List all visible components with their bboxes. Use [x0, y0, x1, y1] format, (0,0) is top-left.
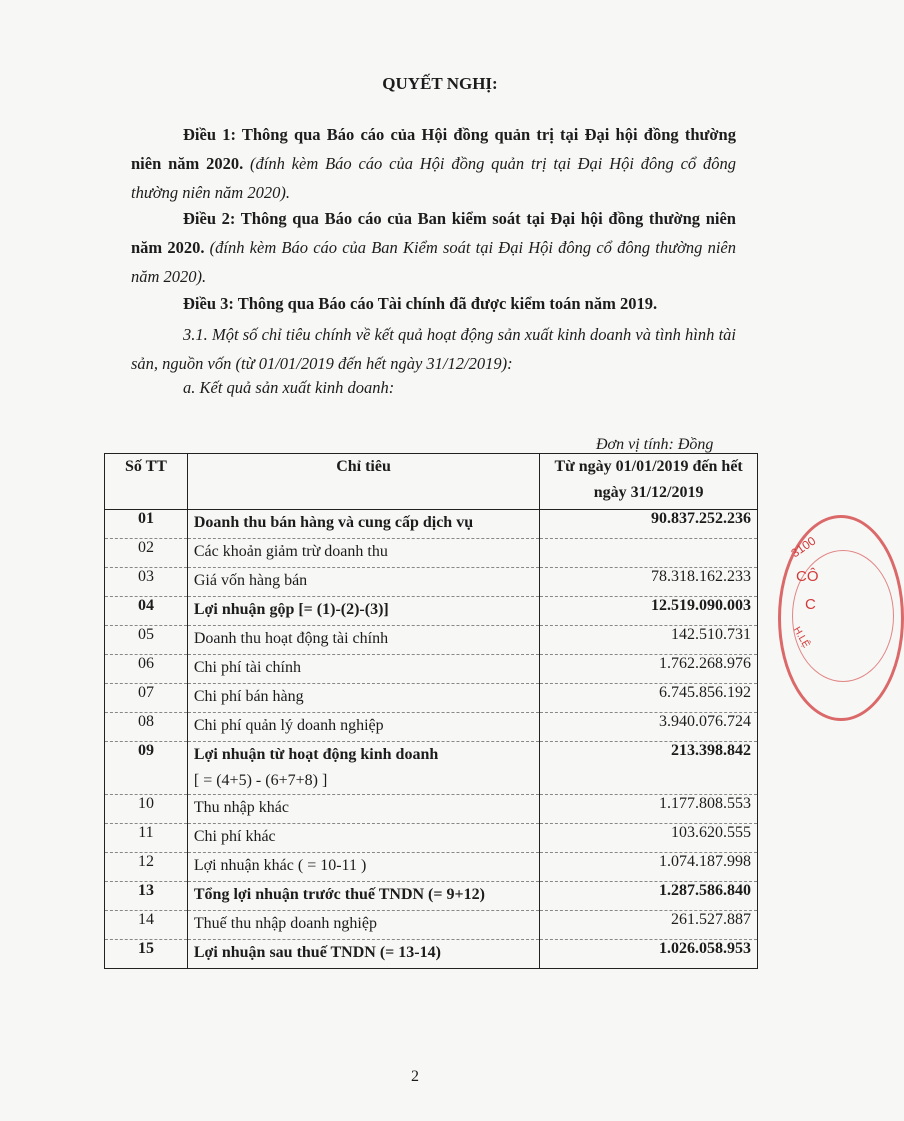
row-item-label: Chi phí quản lý doanh nghiệp: [193, 717, 384, 734]
row-number: 04: [105, 597, 188, 626]
article-3-title: Điều 3: Thông qua Báo cáo Tài chính đã được kiểm toán năm 2019.: [183, 294, 658, 313]
section-a-text: a. Kết quả sản xuất kinh doanh:: [183, 378, 395, 397]
row-item-label: Các khoản giảm trừ doanh thu: [193, 543, 388, 560]
seal-letters: CÔ: [796, 568, 819, 585]
table-row: [105, 684, 758, 713]
row-value: 142.510.731: [540, 626, 758, 655]
row-item-label: Lợi nhuận từ hoạt động kinh doanh: [193, 746, 439, 763]
row-number: 08: [105, 713, 188, 742]
row-number: 02: [105, 539, 188, 568]
seal-side-text: H.LỆ: [790, 625, 812, 650]
row-value: 213.398.842: [540, 742, 758, 795]
row-item-label: Chi phí khác: [193, 828, 276, 845]
table-row: [105, 824, 758, 853]
row-number: 03: [105, 568, 188, 597]
article-2-note: (đính kèm Báo cáo của Ban Kiểm soát tại Đại Hội đông cổ đông thường niên năm 2020).: [131, 238, 736, 286]
row-item-label: Doanh thu bán hàng và cung cấp dịch vụ: [193, 514, 474, 531]
table-header-row: [105, 454, 758, 510]
row-value: 1.177.808.553: [540, 795, 758, 824]
row-item-label: Thu nhập khác: [193, 799, 289, 816]
row-item: [187, 911, 539, 940]
table-row: [105, 742, 758, 795]
row-item: [187, 853, 539, 882]
row-value: 1.074.187.998: [540, 853, 758, 882]
row-value: 1.762.268.976: [540, 655, 758, 684]
table-row: [105, 539, 758, 568]
resolution-heading: QUYẾT NGHỊ:: [382, 74, 498, 93]
row-number: 13: [105, 882, 188, 911]
table-row: [105, 597, 758, 626]
row-number: 05: [105, 626, 188, 655]
row-value: 1.287.586.840: [540, 882, 758, 911]
row-number: 01: [105, 510, 188, 539]
table-row: [105, 853, 758, 882]
article-1: [131, 120, 736, 207]
row-item: [187, 795, 539, 824]
page-number: 2: [411, 1068, 419, 1085]
seal-letter-c: C: [805, 596, 816, 613]
row-value: 3.940.076.724: [540, 713, 758, 742]
row-number: 12: [105, 853, 188, 882]
table-row: [105, 940, 758, 969]
row-item: [187, 824, 539, 853]
row-item: [187, 882, 539, 911]
row-number: 06: [105, 655, 188, 684]
row-number: 09: [105, 742, 188, 795]
row-number: 07: [105, 684, 188, 713]
row-value: 1.026.058.953: [540, 940, 758, 969]
row-item: [187, 655, 539, 684]
table-row: [105, 911, 758, 940]
table-row: [105, 795, 758, 824]
row-value: 103.620.555: [540, 824, 758, 853]
row-value: 261.527.887: [540, 911, 758, 940]
article-2-title: Điều 2: Thông qua Báo cáo của Ban kiểm soát tại Đại hội đồng thường niên năm 2020.: [131, 209, 736, 257]
header-no: Số TT: [105, 454, 188, 510]
row-item-label: Tổng lợi nhuận trước thuế TNDN (= 9+12): [193, 886, 485, 903]
row-item-label: Chi phí bán hàng: [193, 688, 304, 705]
table-row: [105, 510, 758, 539]
row-item: [187, 539, 539, 568]
row-item-label: Doanh thu hoạt động tài chính: [193, 630, 389, 647]
row-value: 78.318.162.233: [540, 568, 758, 597]
row-number: 11: [105, 824, 188, 853]
row-item: [187, 713, 539, 742]
section-a: [131, 373, 736, 402]
article-1-note: (đính kèm Báo cáo của Hội đồng quản trị tại Đại Hội đông cổ đông thường niên năm 2020).: [131, 154, 736, 202]
row-value: 6.745.856.192: [540, 684, 758, 713]
header-period: Từ ngày 01/01/2019 đến hết ngày 31/12/2019: [540, 454, 758, 510]
row-item-label: Lợi nhuận gộp [= (1)-(2)-(3)]: [193, 601, 389, 618]
section-3-1-text: 3.1. Một số chỉ tiêu chính về kết quả hoạt động sản xuất kinh doanh và tình hình tài sản, nguồn vốn (từ 01/01/2019 đến hết ngày 31/12/2019):: [131, 325, 736, 373]
row-item: [187, 940, 539, 969]
row-item-label: Lợi nhuận khác ( = 10-11 ): [193, 857, 367, 874]
row-value: 90.837.252.236: [540, 510, 758, 539]
article-3: [131, 289, 736, 318]
article-1-title: Điều 1: Thông qua Báo cáo của Hội đồng quản trị tại Đại hội đồng thường niên năm 2020.: [131, 125, 736, 173]
business-results-table: [104, 453, 758, 969]
row-number: 10: [105, 795, 188, 824]
row-value: [540, 539, 758, 568]
header-item: Chỉ tiêu: [187, 454, 539, 510]
row-item: [187, 597, 539, 626]
row-number: 15: [105, 940, 188, 969]
row-item-label: Lợi nhuận sau thuế TNDN (= 13-14): [193, 944, 441, 961]
row-item: [187, 510, 539, 539]
row-item-formula: [ = (4+5) - (6+7+8) ]: [193, 772, 328, 789]
row-item-label: Chi phí tài chính: [193, 659, 301, 676]
table-row: [105, 713, 758, 742]
table-body: [105, 510, 758, 969]
table-row: [105, 626, 758, 655]
article-2: [131, 204, 736, 291]
currency-unit: Đơn vị tính: Đồng: [596, 436, 714, 453]
section-3-1: [131, 320, 736, 378]
row-item: [187, 742, 539, 795]
row-item-label: Giá vốn hàng bán: [193, 572, 308, 589]
row-item-label: Thuế thu nhập doanh nghiệp: [193, 915, 377, 932]
row-value: 12.519.090.003: [540, 597, 758, 626]
table-row: [105, 568, 758, 597]
table-row: [105, 655, 758, 684]
row-item: [187, 568, 539, 597]
row-item: [187, 684, 539, 713]
table-row: [105, 882, 758, 911]
row-number: 14: [105, 911, 188, 940]
row-item: [187, 626, 539, 655]
seal-number: 3100: [788, 533, 819, 561]
